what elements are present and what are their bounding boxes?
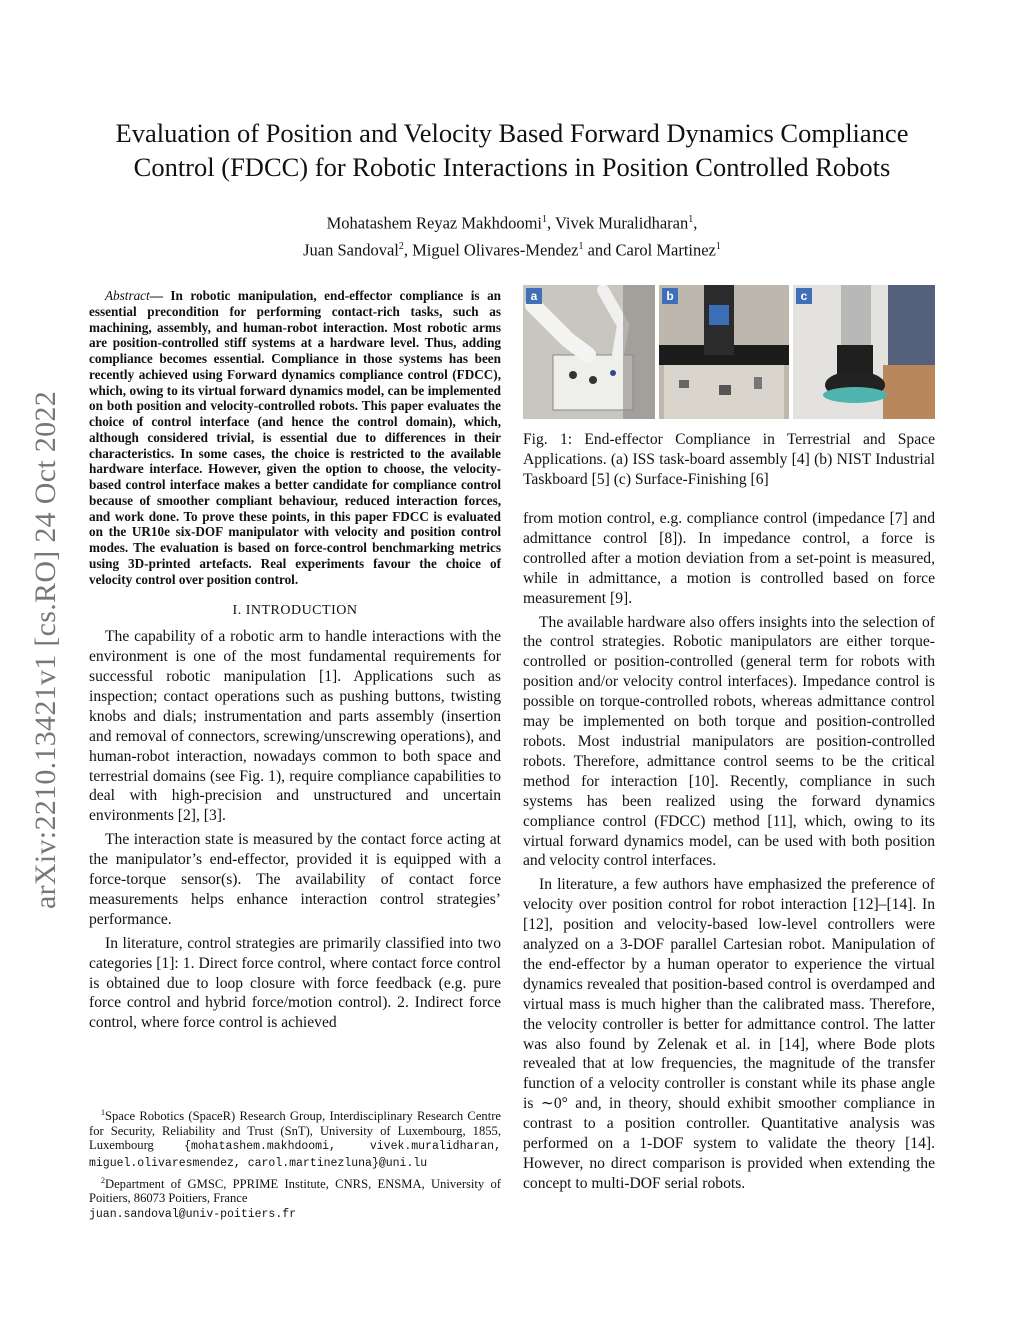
panel-label-a: a <box>526 288 542 304</box>
author-name: Vivek Muralidharan <box>554 213 689 233</box>
iss-taskboard-photo <box>523 285 655 419</box>
abstract <box>89 288 501 587</box>
affiliation-marker: 1 <box>542 214 548 225</box>
body-paragraph: The interaction state is measured by the contact force acting at the manipulator’s end-effector, provided it is equipped with a force-torque sensor(s). The availability of contact force measurements helps enhance interaction control strategies’ performance. <box>89 831 501 928</box>
author-name: Juan Sandoval <box>303 240 399 259</box>
paper-title: Evaluation of Position and Velocity Based Forward Dynamics Compliance Control (FDCC) for Robotic Interactions in Position Controlled Robots <box>115 118 909 182</box>
footnote-affiliation-1: $^1$Space Robotics (SpaceR) Research Group, Interdisciplinary Research Centre for Security, Reliability and Trust (SnT), University of Luxembourg, 1855, Luxembourg {mohatashem.makhdoomi, vivek.muralidharan, miguel.olivaresmendez, carol.martinezluna}@uni.lu <box>89 1108 501 1170</box>
author-name: Miguel Olivares-Mendez <box>412 240 579 259</box>
email-addresses: {mohatashem.makhdoomi, vivek.muralidharan, miguel.olivaresmendez, carol.martinezluna}@uni.lu <box>89 1140 501 1170</box>
left-column <box>89 288 501 1037</box>
affiliation-marker: 1 <box>688 214 694 225</box>
affiliation-marker: 1 <box>578 240 584 252</box>
section-heading-introduction: I. INTRODUCTION <box>232 603 358 619</box>
right-column <box>523 509 935 1198</box>
author-list: Mohatashem Reyaz Makhdoomi$^1$, Vivek Muralidharan$^1$, Juan Sandoval$^2$, Miguel Olivares-Mendez$^1$ and Carol Martinez$^1$ <box>303 213 721 259</box>
arxiv-identifier: arXiv:2210.13421v1 [cs.RO] 24 Oct 2022 <box>29 391 62 910</box>
figure-panel-b-image <box>659 285 789 419</box>
surface-finishing-photo <box>793 285 935 419</box>
figure-1 <box>523 285 935 490</box>
body-paragraph: from motion control, e.g. compliance control (impedance [7] and admittance control [8]). In impedance control, a force is controlled after a motion deviation from a set-point is measured, while in admittance, a motion is controlled based on force measurement [9]. <box>523 510 935 607</box>
panel-label-b: b <box>662 288 678 304</box>
author-name: Carol Martinez <box>615 240 716 259</box>
panel-label-c: c <box>796 288 812 304</box>
body-paragraph: The capability of a robotic arm to handle interactions with the environment is one of the most fundamental requirements for successful robotic manipulation [1]. Applications such as inspection; contact operations such as pushing buttons, twisting knobs and dials; instrumentation and parts assembly (insertion and removal of connectors, screwing/unscrewing operations), and human-robot interaction, nowadays common to both space and terrestrial domains (see Fig. 1), require compliance capabilities to deal with high-precision and unstructured and uncertain environments [2], [3]. <box>89 628 501 825</box>
footnote-affiliation-2: $^2$Department of GMSC, PPRIME Institute, CNRS, ENSMA, University of Poitiers, 86073 Poitiers, France juan.sandoval@univ-poitiers.fr <box>89 1175 501 1221</box>
affiliation-marker: 1 <box>715 240 721 252</box>
abstract-heading: Abstract <box>105 288 150 303</box>
email-address: juan.sandoval@univ-poitiers.fr <box>89 1207 297 1221</box>
figure-panel-a-image <box>523 285 655 419</box>
footnotes <box>89 1106 501 1225</box>
body-paragraph: In literature, control strategies are primarily classified into two categories [1]: 1. Direct force control, where contact force control is obtained due to loop closure with force feedback (e.g. pure force control and hybrid force/motion control). 2. Indirect force control, where force control is achieved <box>89 934 501 1032</box>
nist-taskboard-photo <box>659 285 789 419</box>
figure-caption: Fig. 1: End-effector Compliance in Terrestrial and Space Applications. (a) ISS task-board assembly [4] (b) NIST Industrial Taskboard [5] (c) Surface-Finishing [6] <box>523 431 935 488</box>
body-paragraph: The available hardware also offers insights into the selection of the control strategies. Robotic manipulators are either torque-controlled or position-controlled (general term for robots with position and/or velocity control interfaces). Impedance control is possible on torque-controlled robots, whereas admittance control may be implemented on both torque and position-controlled robots. Most industrial manipulators are position-controlled robots. Therefore, admittance control seems to be the critical method for interaction [10]. Recently, compliance in such systems has been realized using the forward dynamics compliance control (FDCC) method [11], which, owing to its virtual forward dynamics model, can be used with both position and velocity control interfaces. <box>523 613 935 870</box>
body-paragraph: In literature, a few authors have emphasized the preference of velocity over position control for robot interaction [12]–[14]. In [12], position and velocity-based low-level controllers were analyzed on a 3-DOF parallel Cartesian robot. Manipulation of the end-effector by a human operator to experience the virtual dynamics revealed that position-based control is overdamped and virtual mass is much higher than the calibrated mass. Therefore, the velocity controller is better for admittance control. The latter was also found by Zelenak et al. in [14], where Bode plots revealed that at low frequencies, the magnitude of the transfer function of a velocity controller is constant while its phase angle is ∼0° and, in theory, should exhibit smoother compliance in contrast to a position controller. Quantitative analysis was performed on a 1-DOF system to validate the theory [14]. However, no direct comparison is provided when extending the concept to multi-DOF serial robots. <box>523 876 935 1192</box>
figure-panels <box>523 285 935 419</box>
affiliation-marker: 2 <box>398 240 404 252</box>
abstract-body: — In robotic manipulation, end-effector compliance is an essential precondition for performing contact-rich tasks, such as machining, assembly, and human-robot interaction. Most robotic arms are position-controlled stiff systems at a hardware level. Thus, adding compliance becomes essential. Compliance in those systems has been recently achieved using Forward dynamics compliance control (FDCC), which, owing to its virtual forward dynamics model, can be implemented on both position and velocity-controlled robots. This paper evaluates the choice of control interface (and hence the control domain), which, although considered trivial, is essential due to differences in their characteristics. In some cases, the choice is restricted to the available hardware interface. However, given the option to choose, the velocity-based control interface makes a better candidate for compliance control because of smoother compliant behaviour, reduced interaction forces, and work done. To prove these points, in this paper FDCC is evaluated on the UR10e six-DOF manipulator with velocity and position control modes. The evaluation is based on force-control benchmarking metrics using 3D-printed artefacts. Real experiments favour the choice of velocity control over position control. <box>89 288 501 587</box>
figure-panel-c-image <box>793 285 935 419</box>
author-name: Mohatashem Reyaz Makhdoomi <box>326 213 543 233</box>
